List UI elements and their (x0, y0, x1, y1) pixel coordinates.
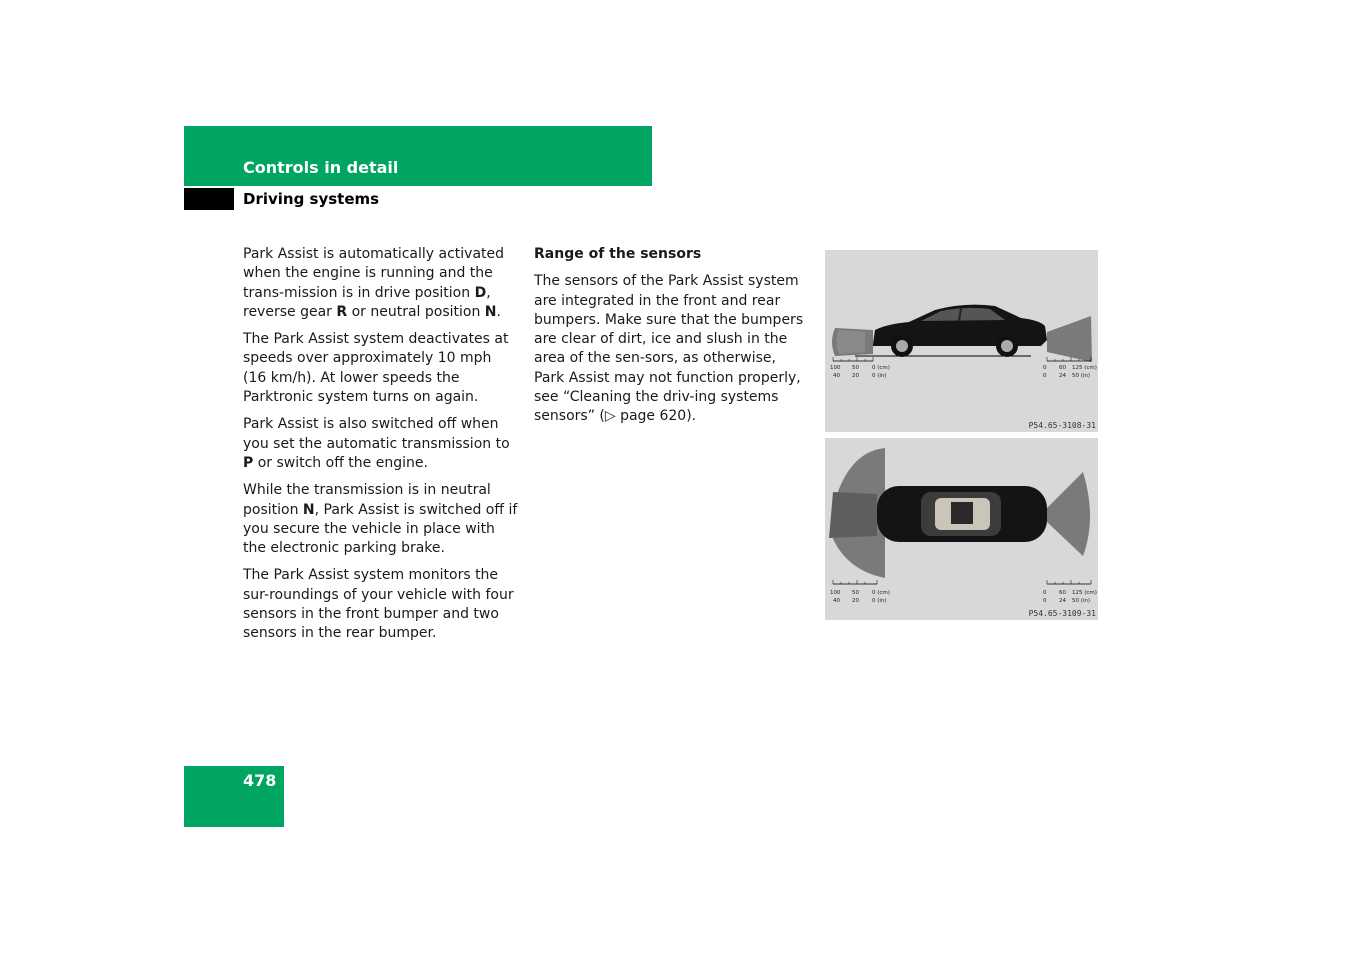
figure-code: P54.65-3109-31 (1028, 609, 1096, 618)
sensor-range-side-view-figure (825, 250, 1098, 432)
paragraph: Park Assist is automatically activated when the engine is running and the trans-mission is in drive position D, reverse gear R or neutral position N. (243, 246, 505, 320)
paragraph: The Park Assist system monitors the sur-roundings of your vehicle with four sensors in the front bumper and two sensors in the rear bumper. (243, 567, 514, 642)
text-column-right (534, 245, 809, 435)
header-marker (184, 188, 234, 210)
top-view-illustration (825, 438, 1098, 620)
paragraph: Park Assist is also switched off when you set the automatic transmission to P or switch off the engine. (243, 416, 510, 471)
svg-text:100: 100 (830, 590, 841, 596)
svg-text:0 (cm): 0 (cm) (872, 365, 890, 371)
svg-text:0: 0 (1043, 590, 1047, 596)
side-view-illustration (825, 250, 1098, 432)
svg-text:40: 40 (833, 373, 840, 379)
text-column-left (243, 245, 518, 652)
section-title: Controls in detail (243, 158, 399, 177)
paragraph: The sensors of the Park Assist system are integrated in the front and rear bumpers. Make sure that the bumpers are clear of dirt, ice and slush in the area of the sen-sors, as otherwise, Park Assist may not function properly, see “Cleaning the driv-ing systems sensors” (▷ page 620). (534, 273, 804, 425)
svg-text:100: 100 (830, 365, 841, 371)
svg-text:125 (cm): 125 (cm) (1072, 590, 1097, 596)
svg-text:20: 20 (852, 598, 859, 604)
svg-text:0: 0 (1043, 373, 1047, 379)
svg-text:125 (cm): 125 (cm) (1072, 365, 1097, 371)
svg-text:20: 20 (852, 373, 859, 379)
svg-text:50 (in): 50 (in) (1072, 598, 1091, 604)
svg-text:50 (in): 50 (in) (1072, 373, 1091, 379)
subsection-title: Driving systems (243, 190, 380, 208)
header-band (184, 126, 652, 186)
figure-code: P54.65-3108-31 (1028, 421, 1096, 430)
page-number: 478 (243, 771, 277, 790)
svg-text:60: 60 (1059, 365, 1066, 371)
sensor-range-top-view-figure (825, 438, 1098, 620)
paragraph: The Park Assist system deactivates at speeds over approximately 10 mph (16 km/h). At lower speeds the Parktronic system turns on again. (243, 331, 509, 406)
svg-text:0: 0 (1043, 365, 1047, 371)
section-heading: Range of the sensors (534, 246, 702, 262)
svg-text:24: 24 (1059, 373, 1066, 379)
svg-text:24: 24 (1059, 598, 1066, 604)
svg-text:0 (in): 0 (in) (872, 373, 887, 379)
svg-text:40: 40 (833, 598, 840, 604)
paragraph: While the transmission is in neutral position N, Park Assist is switched off if you secure the vehicle in place with the electronic parking brake. (243, 482, 518, 557)
svg-text:60: 60 (1059, 590, 1066, 596)
svg-text:0 (in): 0 (in) (872, 598, 887, 604)
svg-text:50: 50 (852, 590, 859, 596)
svg-text:0 (cm): 0 (cm) (872, 590, 890, 596)
svg-text:0: 0 (1043, 598, 1047, 604)
svg-text:50: 50 (852, 365, 859, 371)
